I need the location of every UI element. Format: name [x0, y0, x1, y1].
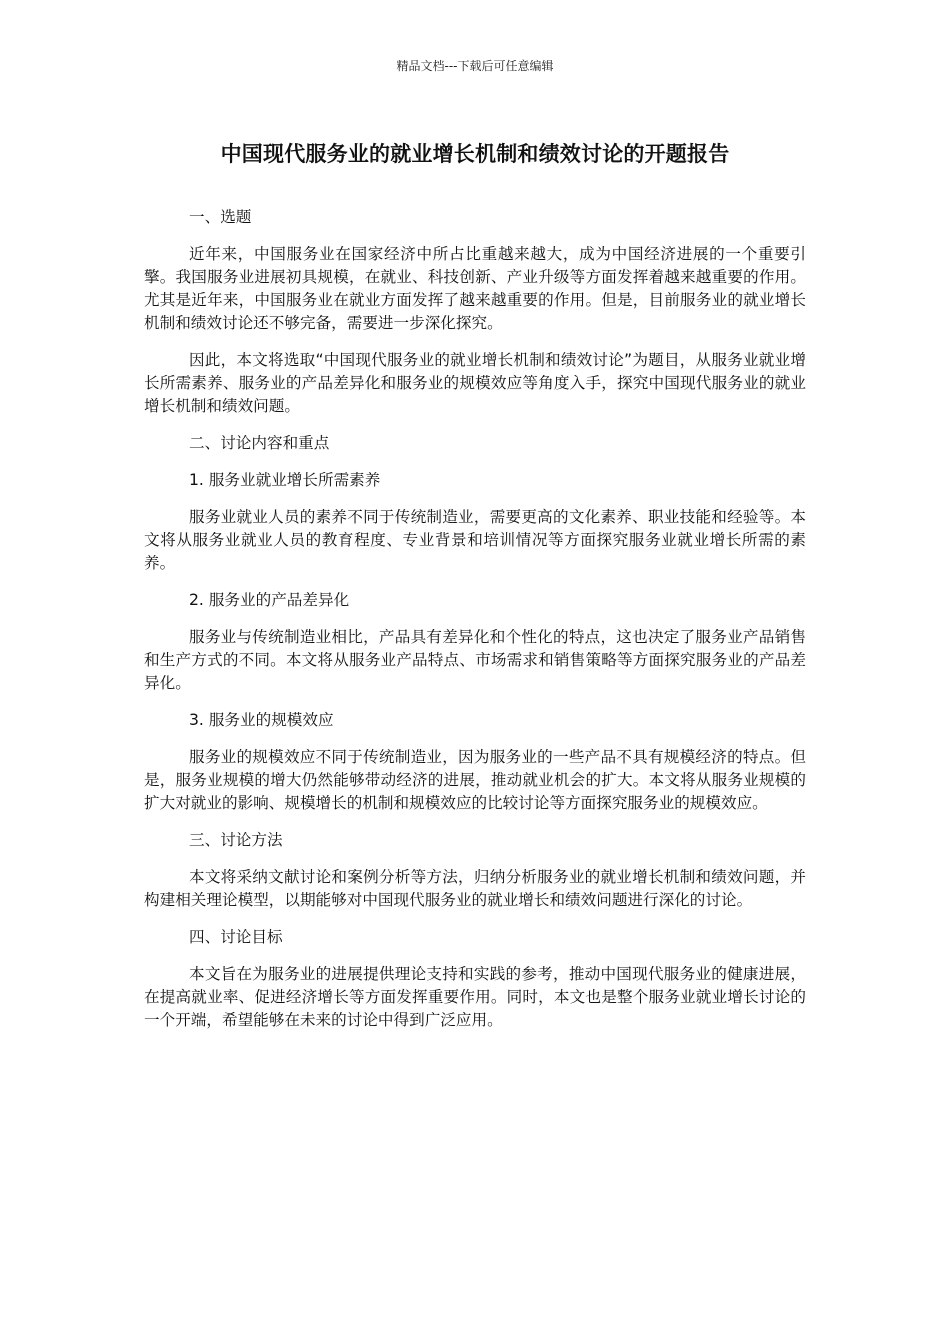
- subsection-heading-scale: 3. 服务业的规模效应: [189, 711, 334, 729]
- subsection-heading-differentiation: 2. 服务业的产品差异化: [189, 591, 350, 609]
- paragraph: 因此，本文将选取“中国现代服务业的就业增长机制和绩效讨论”为题目，从服务业就业增长所需素养、服务业的产品差异化和服务业的规模效应等角度入手，探究中国现代服务业的就业增长机制和绩效问题。: [144, 351, 806, 415]
- paragraph: 服务业与传统制造业相比，产品具有差异化和个性化的特点，这也决定了服务业产品销售和生产方式的不同。本文将从服务业产品特点、市场需求和销售策略等方面探究服务业的产品差异化。: [144, 628, 806, 692]
- paragraph: 服务业就业人员的素养不同于传统制造业，需要更高的文化素养、职业技能和经验等。本文将从服务业就业人员的教育程度、专业背景和培训情况等方面探究服务业就业增长所需的素养。: [144, 508, 806, 572]
- paragraph: 服务业的规模效应不同于传统制造业，因为服务业的一些产品不具有规模经济的特点。但是，服务业规模的增大仍然能够带动经济的进展，推动就业机会的扩大。本文将从服务业规模的扩大对就业的影响、规模增长的机制和规模效应的比较讨论等方面探究服务业的规模效应。: [144, 748, 806, 812]
- section-heading-topic: 一、选题: [189, 208, 252, 226]
- section-heading-method: 三、讨论方法: [189, 831, 283, 849]
- paragraph: 近年来，中国服务业在国家经济中所占比重越来越大，成为中国经济进展的一个重要引擎。我国服务业进展初具规模，在就业、科技创新、产业升级等方面发挥着越来越重要的作用。尤其是近年来，中国服务业在就业方面发挥了越来越重要的作用。但是，目前服务业的就业增长机制和绩效讨论还不够完备，需要进一步深化探究。: [144, 245, 806, 332]
- section-heading-goal: 四、讨论目标: [189, 928, 283, 946]
- subsection-heading-literacy: 1. 服务业就业增长所需素养: [189, 471, 381, 489]
- document-title: 中国现代服务业的就业增长机制和绩效讨论的开题报告: [220, 142, 730, 166]
- document-body: [144, 206, 806, 1046]
- paragraph: 本文旨在为服务业的进展提供理论支持和实践的参考，推动中国现代服务业的健康进展，在提高就业率、促进经济增长等方面发挥重要作用。同时，本文也是整个服务业就业增长讨论的一个开端，希望能够在未来的讨论中得到广泛应用。: [144, 965, 806, 1029]
- paragraph: 本文将采纳文献讨论和案例分析等方法，归纳分析服务业的就业增长机制和绩效问题，并构建相关理论模型，以期能够对中国现代服务业的就业增长和绩效问题进行深化的讨论。: [144, 868, 806, 909]
- page-header: 精品文档---下载后可任意编辑: [396, 59, 554, 73]
- section-heading-content: 二、讨论内容和重点: [189, 434, 330, 452]
